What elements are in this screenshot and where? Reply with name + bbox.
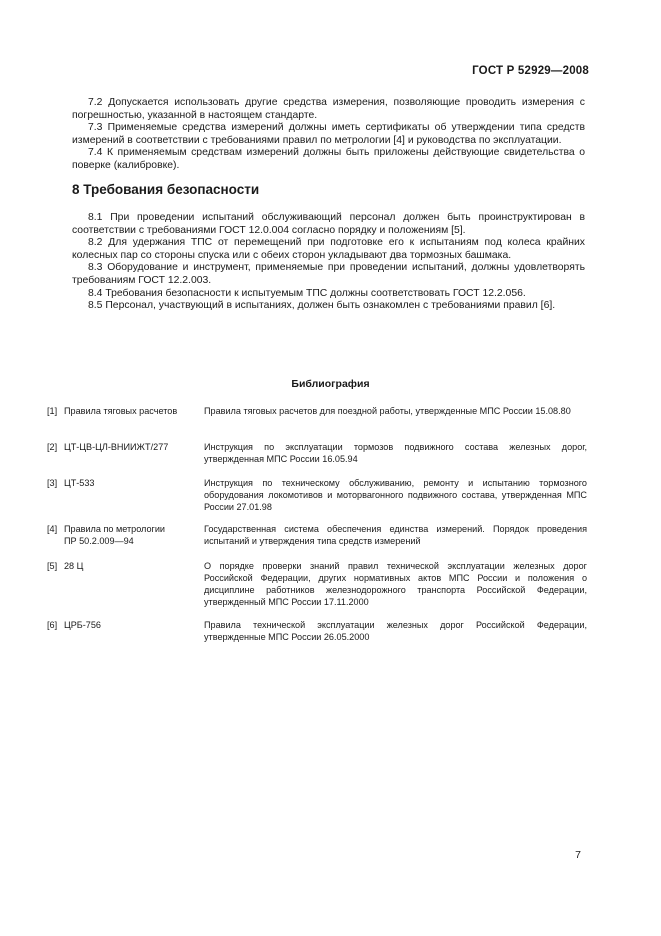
bibliography-number: [5] [47,561,58,571]
paragraph-8-5: 8.5 Персонал, участвующий в испытаниях, должен быть ознакомлен с требованиями правил [6]. [88,300,556,312]
paragraph-8-3: 8.3 Оборудование и инструмент, применяемые при проведении испытаний, должны удовлетворять требованиям ГОСТ 12.2.003. [72,262,585,286]
paragraph-7-2: 7.2 Допускается использовать другие средства измерения, позволяющие проводить измерения с погрешностью, указанной в настоящем стандарте. [72,97,585,121]
bibliography-description: Правила тяговых расчетов для поездной работы, утвержденные МПС России 15.08.80 [204,406,571,416]
section-7-body [72,97,585,173]
bibliography-description: Государственная система обеспечения единства измерений. Порядок проведения испытаний и утверждения типа средств измерений [204,524,587,547]
bibliography-description: О порядке проверки знаний правил технической эксплуатации железных дорог Российской Федерации, других нормативных актов МПС России и положения о дисциплине работников железнодорожного транспорта Российской Федерации, утвержденный МПС России 17.11.2000 [204,561,587,608]
bibliography-reference [47,477,197,489]
bibliography-number: [1] [47,406,58,416]
bibliography-description: Правила технической эксплуатации железных дорог Российской Федерации, утвержденные МПС России 26.05.2000 [204,620,587,643]
bibliography-description: Инструкция по эксплуатации тормозов подвижного состава железных дорог, утвержденная МПС России 16.05.94 [204,442,587,465]
paragraph-8-1: 8.1 При проведении испытаний обслуживающий персонал должен быть проинструктирован в соответствии с требованиями ГОСТ 12.0.004 согласно порядку и положениям [5]. [72,212,585,236]
document-code: ГОСТ Р 52929—2008 [472,65,589,77]
paragraph-7-4: 7.4 К применяемым средствам измерений должны быть приложены действующие свидетельства о поверке (калибровке). [72,147,585,171]
bibliography-ref-line1: Правила тяговых расчетов [64,406,178,416]
bibliography-ref-line2: ПР 50.2.009—94 [64,536,134,547]
page-number: 7 [575,849,581,861]
bibliography-reference [47,441,197,453]
paragraph-7-3: 7.3 Применяемые средства измерений должны иметь сертификаты об утверждении типа средств измерений в соответствии с требованиями правил по метрологии [4] и руководства по эксплуатации. [72,122,585,146]
section-8-body [72,212,585,313]
paragraph-8-4: 8.4 Требования безопасности к испытуемым ТПС должны соответствовать ГОСТ 12.2.056. [88,287,526,299]
bibliography-reference [47,560,197,572]
bibliography-number: [4] [47,524,58,534]
bibliography-description: Инструкция по техническому обслуживанию, ремонту и испытанию тормозного оборудования локомотивов и моторвагонного подвижного состава, утвержденная МПС России 27.01.98 [204,478,587,513]
bibliography-reference [47,405,197,417]
bibliography-number: [2] [47,442,58,452]
bibliography-ref-line1: Правила по метрологии [64,524,165,534]
bibliography-ref-line1: 28 Ц [64,561,84,571]
bibliography-title: Библиография [291,378,370,390]
bibliography-ref-line1: ЦТ-533 [64,478,95,488]
section-8-heading: 8 Требования безопасности [72,182,260,197]
bibliography-number: [6] [47,620,58,630]
bibliography-number: [3] [47,478,58,488]
bibliography-reference [47,619,197,631]
bibliography-reference [47,523,197,547]
bibliography-ref-line1: ЦТ-ЦВ-ЦЛ-ВНИИЖТ/277 [64,442,169,452]
paragraph-8-2: 8.2 Для удержания ТПС от перемещений при подготовке его к испытаниям под колеса крайних колесных пар со стороны спуска или с обеих сторон укладывают два тормозных башмака. [72,237,585,261]
bibliography-ref-line1: ЦРБ-756 [64,620,101,630]
